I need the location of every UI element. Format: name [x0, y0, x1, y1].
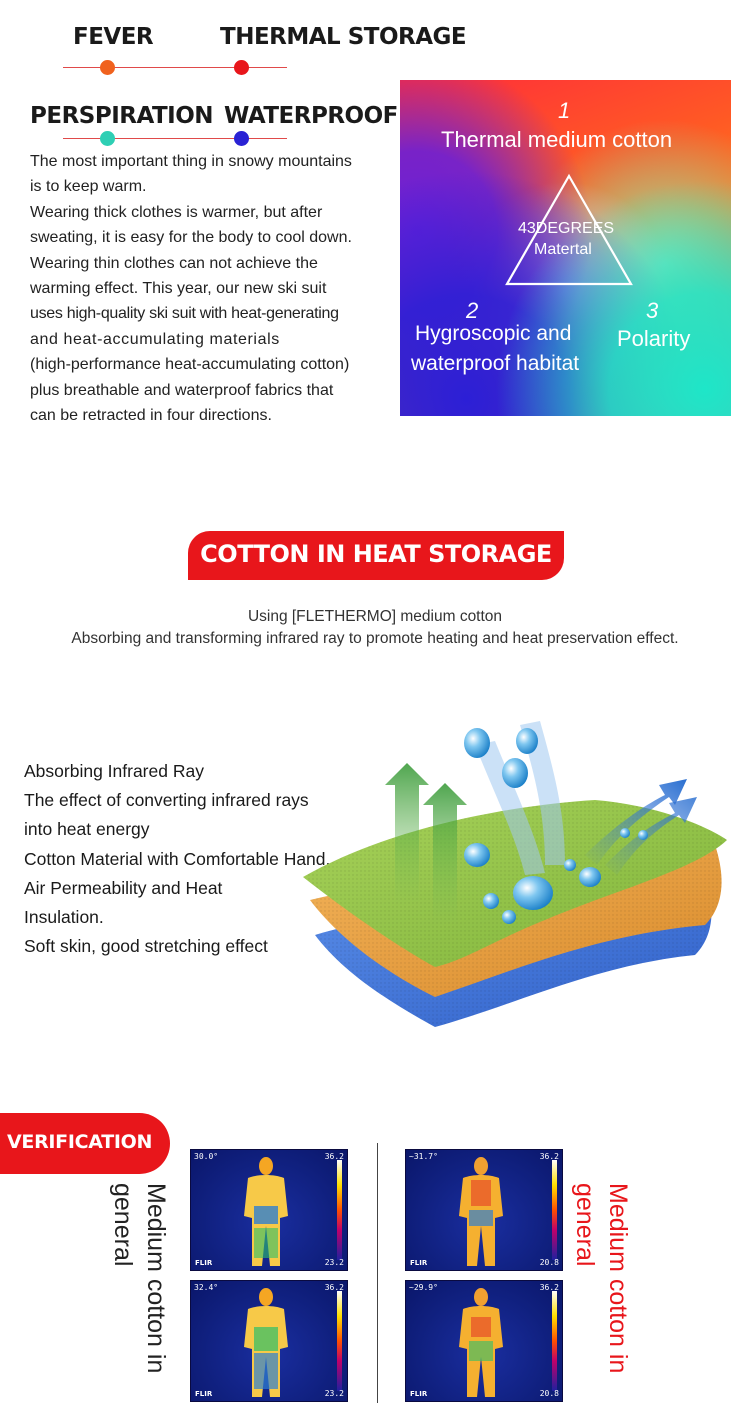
- verification-banner-text: VERIFICATION: [7, 1131, 153, 1153]
- fabric-feature-item: Cotton Material with Comfortable Hand,: [24, 848, 331, 869]
- left-label-line2: general: [109, 1183, 137, 1267]
- thermal-body-figure: [236, 1287, 296, 1399]
- feature-fever-label: FEVER: [73, 24, 154, 50]
- heat-storage-subtitle-1: Using [FLETHERMO] medium cotton: [247, 608, 503, 625]
- intro-paragraph: [30, 149, 392, 428]
- left-medium-cotton-label: [106, 1183, 172, 1373]
- thermal-storage-dot: [234, 60, 249, 75]
- panel-label-2-line1: Hygroscopic and: [415, 322, 572, 345]
- fabric-feature-item: Air Permeability and Heat: [24, 877, 223, 898]
- fabric-feature-item: Soft skin, good stretching effect: [24, 936, 268, 957]
- panel-label-3: Polarity: [617, 326, 691, 351]
- perspiration-dot: [100, 131, 115, 146]
- heat-storage-banner: [188, 531, 564, 580]
- thermal-image: [190, 1280, 348, 1402]
- intro-line: uses high-quality ski suit with heat-generating: [30, 305, 339, 323]
- thermal-temp: ~31.7°: [409, 1152, 438, 1161]
- feature-divider-line: [63, 138, 287, 139]
- flir-logo: FLIR: [410, 1259, 428, 1267]
- flir-logo: FLIR: [410, 1390, 428, 1398]
- thermal-max: 36.2: [324, 1152, 344, 1161]
- verification-banner: [0, 1113, 170, 1174]
- thermal-max: 36.2: [324, 1283, 344, 1292]
- thermal-body-figure: [451, 1287, 511, 1399]
- waterproof-dot: [234, 131, 249, 146]
- feature-thermal-storage-label: THERMAL STORAGE: [220, 24, 467, 50]
- fabric-layers-illustration: [295, 705, 735, 1035]
- flir-logo: FLIR: [195, 1259, 213, 1267]
- fever-dot: [100, 60, 115, 75]
- thermal-temp: 32.4°: [194, 1283, 219, 1292]
- panel-label-1: Thermal medium cotton: [441, 127, 673, 152]
- fabric-feature-item: Absorbing Infrared Ray: [24, 761, 204, 781]
- thermal-image: [190, 1149, 348, 1271]
- right-medium-cotton-label: [568, 1183, 634, 1373]
- intro-line: is to keep warm.: [30, 178, 147, 196]
- thermal-max: 36.2: [539, 1283, 559, 1292]
- thermal-min: 23.2: [324, 1389, 344, 1398]
- right-label-line2: general: [571, 1183, 599, 1267]
- intro-line: Wearing thin clothes can not achieve the: [30, 254, 318, 272]
- thermal-min: 23.2: [324, 1258, 344, 1267]
- fabric-feature-item: into heat energy: [24, 819, 150, 840]
- intro-line: warming effect. This year, our new ski suit: [30, 280, 327, 298]
- panel-center-line1: 43DEGREES: [518, 220, 615, 237]
- panel-number-1: 1: [558, 98, 571, 123]
- thermal-image: [405, 1149, 563, 1271]
- thermal-body-figure: [236, 1156, 296, 1268]
- intro-line: Wearing thick clothes is warmer, but after: [30, 203, 323, 221]
- thermal-temp: ~29.9°: [409, 1283, 438, 1292]
- fabric-feature-item: The effect of converting infrared rays: [24, 790, 309, 811]
- feature-perspiration-label: PERSPIRATION: [30, 103, 214, 129]
- right-label-line1: Medium cotton in: [604, 1183, 632, 1374]
- thermal-image: [405, 1280, 563, 1402]
- thermal-min: 20.8: [539, 1389, 559, 1398]
- thermal-min: 20.8: [539, 1258, 559, 1267]
- fabric-feature-item: Insulation.: [24, 907, 104, 928]
- material-gradient-panel: [400, 80, 731, 416]
- left-label-line1: Medium cotton in: [142, 1183, 170, 1374]
- panel-center-line2: Matertal: [534, 241, 592, 258]
- intro-line: (high-performance heat-accumulating cotton): [30, 356, 350, 374]
- panel-number-3: 3: [646, 298, 659, 323]
- panel-label-2-line2: waterproof habitat: [411, 352, 580, 375]
- heat-storage-subtitle-2: Absorbing and transforming infrared ray to promote heating and heat preservation effect.: [71, 630, 679, 647]
- feature-divider-line: [63, 67, 287, 68]
- intro-line: plus breathable and waterproof fabrics that: [30, 381, 334, 399]
- panel-number-2: 2: [466, 298, 479, 323]
- thermal-temp: 30.0°: [194, 1152, 219, 1161]
- intro-line: and heat-accumulating materials: [30, 330, 280, 348]
- thermal-body-figure: [451, 1156, 511, 1268]
- intro-line: The most important thing in snowy mountains: [30, 153, 352, 170]
- intro-line: can be retracted in four directions.: [30, 407, 272, 425]
- thermal-max: 36.2: [539, 1152, 559, 1161]
- verification-divider: [377, 1143, 378, 1403]
- intro-line: sweating, it is easy for the body to cool down.: [30, 229, 352, 247]
- flir-logo: FLIR: [195, 1390, 213, 1398]
- heat-storage-banner-text: COTTON IN HEAT STORAGE: [200, 540, 552, 568]
- feature-waterproof-label: WATERPROOF: [224, 103, 398, 129]
